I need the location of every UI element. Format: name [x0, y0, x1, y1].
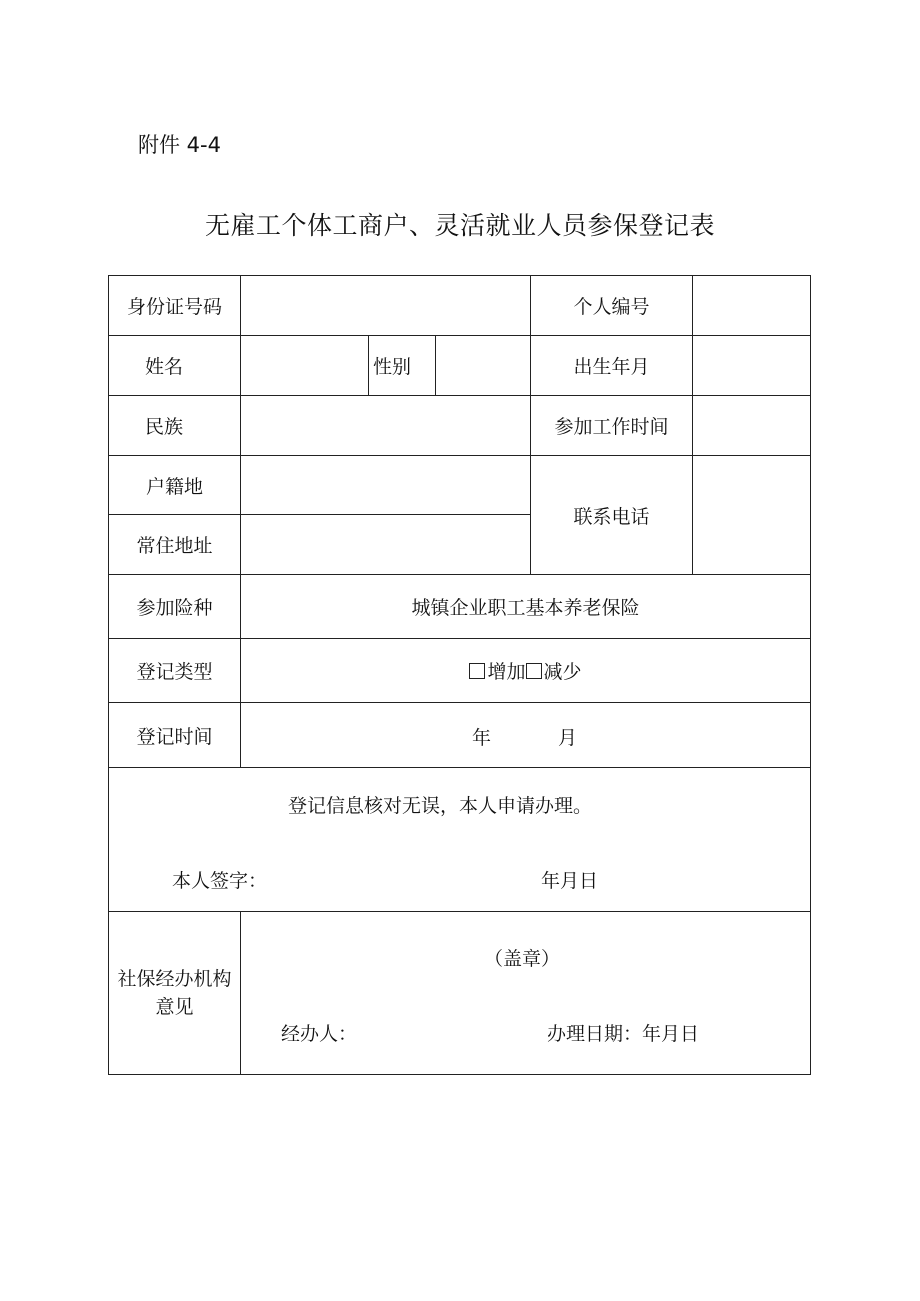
id-number-label: 身份证号码 — [126, 296, 222, 318]
handler-label: 经办人： — [281, 1023, 358, 1045]
name-input[interactable] — [241, 336, 368, 395]
id-number-input[interactable] — [241, 276, 530, 335]
residence-input[interactable] — [241, 515, 530, 574]
insurance-label: 参加险种 — [136, 597, 213, 619]
reg-type-options — [241, 639, 810, 702]
reg-time-label: 登记时间 — [136, 725, 213, 748]
reg-type-label: 登记类型 — [136, 661, 213, 683]
add-checkbox[interactable] — [469, 663, 485, 679]
gender-label: 性别 — [372, 356, 411, 378]
reduce-option-label: 减少 — [543, 661, 582, 683]
add-option[interactable] — [469, 657, 525, 684]
form-title: 无雇工个体工商户、灵活就业人员参保登记表 — [204, 211, 715, 240]
reg-month-label: 月 — [558, 727, 578, 749]
process-date-label: 办理日期：年月日 — [547, 1023, 700, 1045]
seal-label: （盖章） — [484, 948, 561, 970]
personal-no-label: 个人编号 — [573, 296, 650, 318]
declaration-text: 登记信息核对无误，本人申请办理。 — [288, 795, 593, 817]
birth-input[interactable] — [693, 336, 810, 395]
sign-date: 年月日 — [541, 870, 599, 892]
reduce-checkbox[interactable] — [526, 663, 542, 679]
agency-opinion-label: 社保经办机构意见 — [117, 968, 232, 1018]
attachment-label: 附件 4-4 — [138, 133, 221, 157]
reduce-option[interactable] — [526, 657, 582, 684]
gender-input[interactable] — [436, 336, 530, 395]
work-start-label: 参加工作时间 — [554, 416, 669, 438]
birth-label: 出生年月 — [573, 356, 650, 378]
name-label: 姓名 — [144, 356, 183, 378]
reg-year-label: 年 — [472, 727, 492, 749]
phone-label: 联系电话 — [573, 505, 650, 528]
signature-label: 本人签字： — [172, 870, 268, 892]
residence-label: 常住地址 — [136, 535, 213, 557]
household-input[interactable] — [241, 456, 530, 514]
phone-input[interactable] — [693, 456, 810, 574]
household-label: 户籍地 — [145, 475, 203, 498]
ethnicity-input[interactable] — [241, 396, 530, 455]
personal-no-input[interactable] — [693, 276, 810, 335]
ethnicity-label: 民族 — [144, 416, 183, 438]
insurance-value: 城镇企业职工基本养老保险 — [411, 597, 640, 619]
work-start-input[interactable] — [693, 396, 810, 455]
add-option-label: 增加 — [487, 661, 526, 683]
